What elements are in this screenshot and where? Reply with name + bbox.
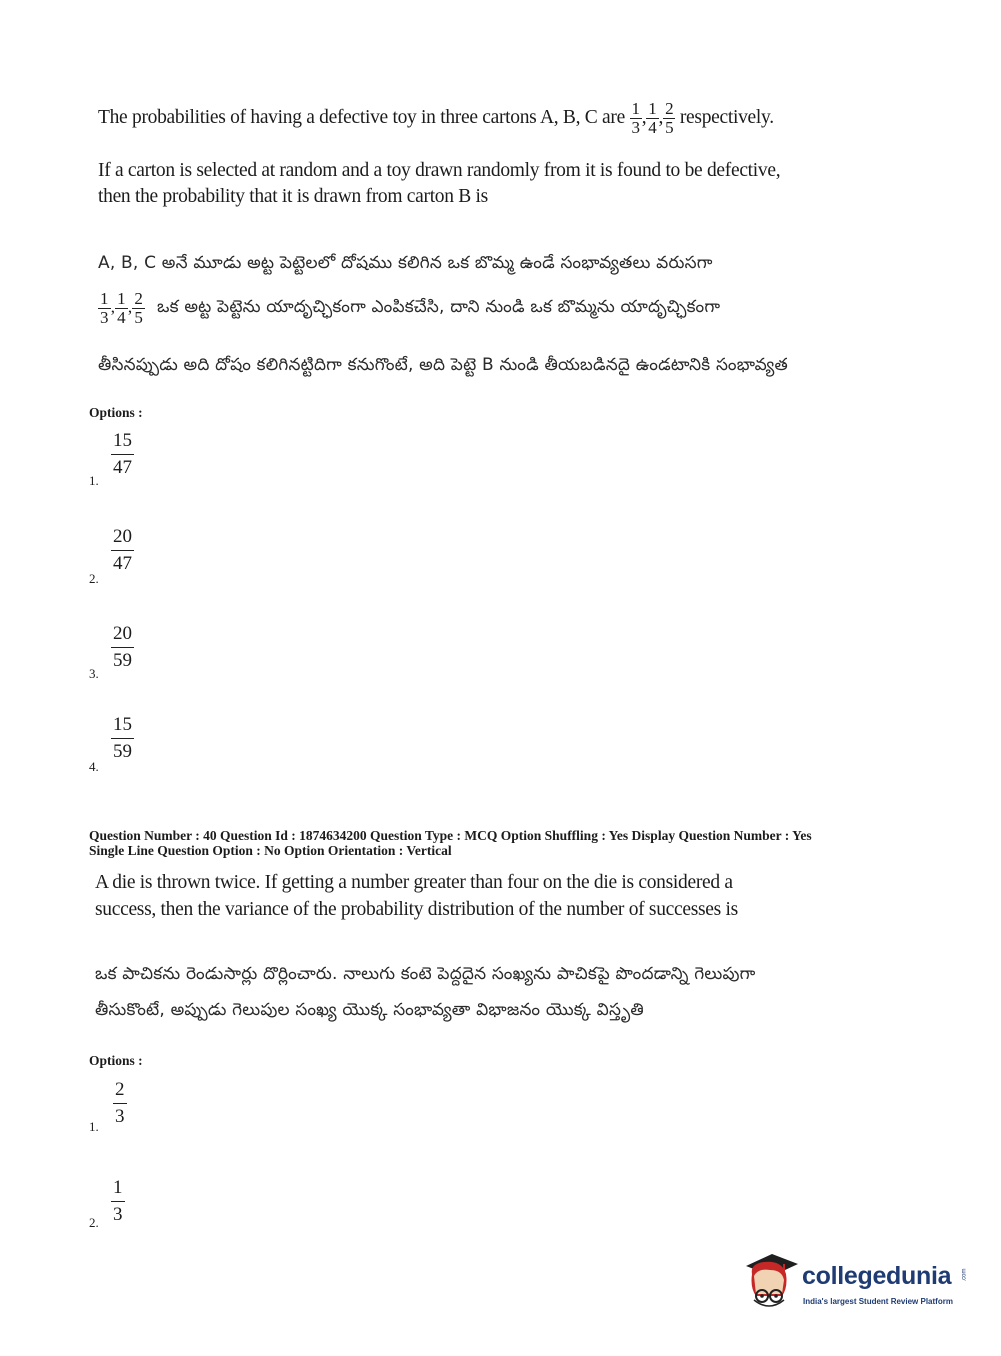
q40-en-line2: success, then the variance of the probability distribution of the number of successes is (95, 899, 738, 920)
q39-prob-a: $\frac{1}{3}$ (631, 99, 640, 137)
q39-en-line1-pre: The probabilities of having a defective toy in three cartons A, B, C are (98, 106, 625, 128)
logo-tagline: India's largest Student Review Platform (803, 1297, 953, 1306)
q39-en-line2: If a carton is selected at random and a toy drawn randomly from it is found to be defective, (98, 160, 781, 181)
q40-meta-line2: Single Line Question Option : No Option Orientation : Vertical (89, 843, 452, 858)
option-fraction: $\frac{20}{47}$ (113, 526, 132, 574)
mascot-icon (742, 1250, 800, 1312)
option-fraction: $\frac{15}{59}$ (113, 714, 132, 762)
q39-en-line1-post: respectively. (679, 106, 774, 128)
option-number: 2. (89, 1215, 99, 1230)
q40-meta-line1: Question Number : 40 Question Id : 1874634200 Question Type : MCQ Option Shuffling : Yes Display Question Number : Yes (89, 828, 812, 843)
option-number: 2. (89, 571, 99, 586)
q39-en-line1: The probabilities of having a defective toy in three cartons A, B, C are $\frac{1}{3}$ , $\frac{1}{4}$ , $\frac{2}{5}$ respectively. (98, 99, 774, 137)
option-fraction: $\frac{15}{47}$ (113, 430, 132, 478)
q39-te-prob-b: $\frac{1}{4}$ (117, 289, 126, 327)
q40-te-line2: తీసుకొంటే, అప్పుడు గెలుపుల సంఖ్య యొక్క సంభావ్యతా విభాజనం యొక్క విస్తృతి (95, 1000, 644, 1020)
option-number: 1. (89, 473, 99, 488)
q39-te-line2-text: ఒక అట్ట పెట్టెను యాదృచ్ఛికంగా ఎంపికచేసి, దాని నుండి ఒక బొమ్మను యాదృచ్ఛికంగా (157, 296, 721, 317)
q40-options-label: Options : (89, 1053, 143, 1068)
q39-en-line3: then the probability that it is drawn from carton B is (98, 186, 488, 207)
q39-options-label: Options : (89, 405, 143, 420)
q39-te-line2: $\frac{1}{3}$ , $\frac{1}{4}$ , $\frac{2}{5}$ ఒక అట్ట పెట్టెను యాదృచ్ఛికంగా ఎంపికచేసి, దాని నుండి ఒక బొమ్మను యాదృచ్ఛికంగా (100, 289, 721, 327)
option-fraction: $\frac{2}{3}$ (115, 1079, 125, 1127)
q39-prob-b: $\frac{1}{4}$ (648, 99, 657, 137)
q39-te-line3: తీసినప్పుడు అది దోషం కలిగినట్టిదిగా కనుగొంటే, అది పెట్టె B నుండి తీయబడినదై ఉండటానికి సంభావ్యత (98, 355, 788, 375)
q39-te-line1: A, B, C అనే మూడు అట్ట పెట్టెలలో దోషము కలిగిన ఒక బొమ్మ ఉండే సంభావ్యతలు వరుసగా (98, 253, 713, 273)
q40-te-line1: ఒక పాచికను రెండుసార్లు దొర్లించారు. నాలుగు కంటె పెద్దదైన సంఖ్యను పాచికపై పొందడాన్ని గెలుపుగా (95, 964, 756, 984)
logo-name: collegedunia (802, 1262, 952, 1290)
collegedunia-logo[interactable] (742, 1248, 972, 1318)
q39-te-prob-c: $\frac{2}{5}$ (134, 289, 144, 327)
option-number: 4. (89, 759, 99, 774)
q39-prob-c: $\frac{2}{5}$ (665, 99, 674, 137)
option-number: 1. (89, 1119, 99, 1134)
q40-en-line1: A die is thrown twice. If getting a number greater than four on the die is considered a (95, 872, 733, 893)
option-fraction: $\frac{1}{3}$ (113, 1177, 123, 1225)
option-fraction: $\frac{20}{59}$ (113, 623, 132, 671)
logo-com: .com (961, 1268, 968, 1282)
option-number: 3. (89, 666, 99, 681)
q39-te-prob-a: $\frac{1}{3}$ (100, 289, 109, 327)
